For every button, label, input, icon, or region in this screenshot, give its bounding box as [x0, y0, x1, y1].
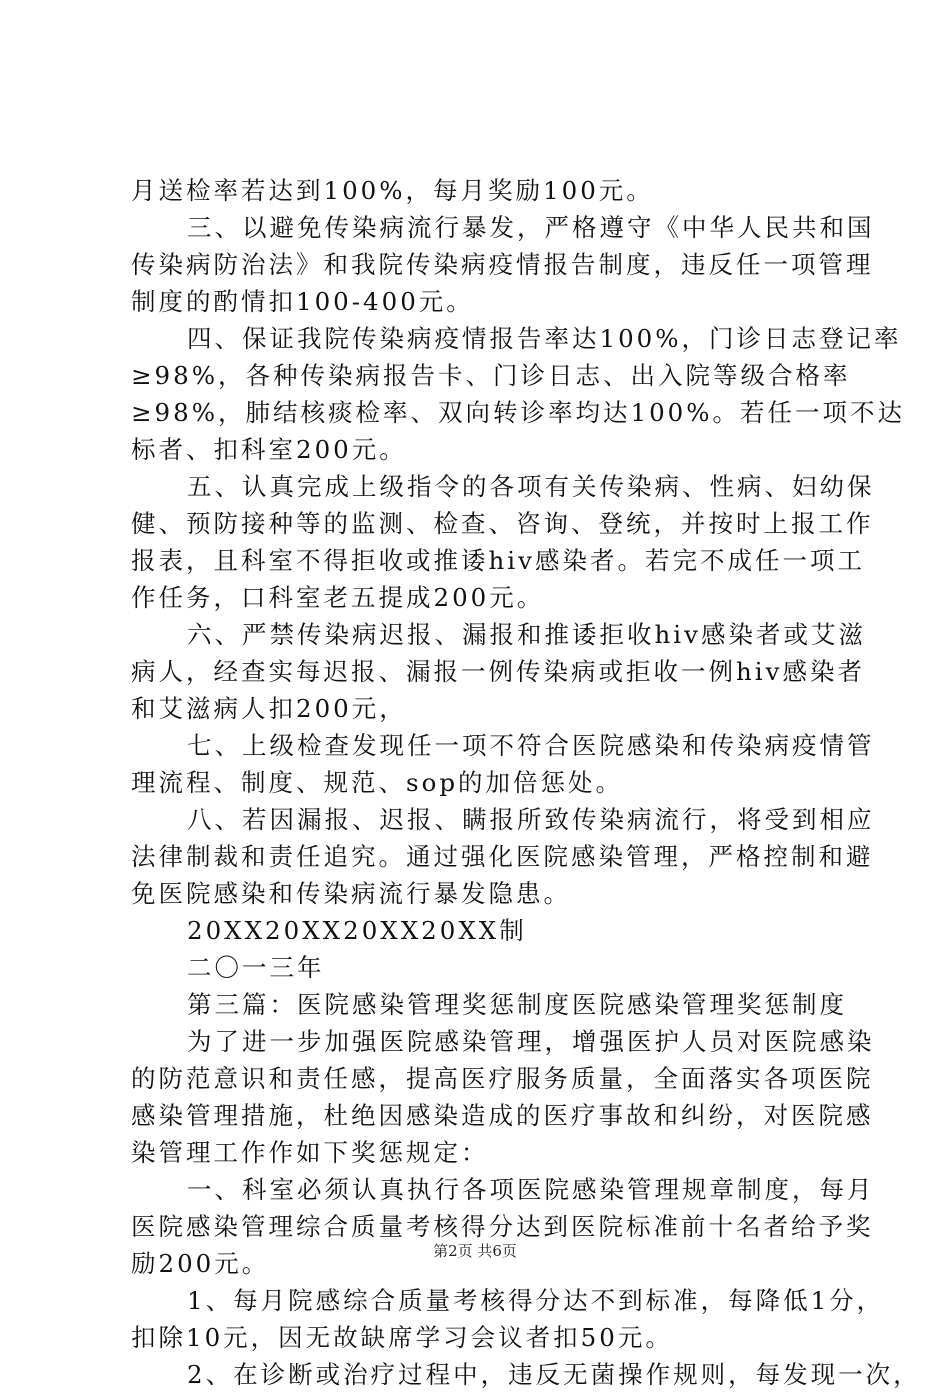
text-line: 免医院感染和传染病流行暴发隐患。: [131, 879, 571, 908]
text-line: 传染病防治法》和我院传染病疫情报告制度，违反任一项管理: [131, 250, 874, 279]
text-line: ≥98%，各种传染病报告卡、门诊日志、出入院等级合格率: [131, 361, 851, 390]
text-line: 病人，经查实每迟报、漏报一例传染病或拒收一例hiv感染者: [131, 657, 865, 686]
text-line: 理流程、制度、规范、sop的加倍惩处。: [131, 768, 624, 797]
text-line: 第三篇：医院感染管理奖惩制度医院感染管理奖惩制度: [187, 990, 847, 1019]
text-line: 制度的酌情扣100-400元。: [131, 287, 474, 316]
text-line: 七、上级检查发现任一项不符合医院感染和传染病疫情管: [187, 731, 875, 760]
text-line: 感染管理措施，杜绝因感染造成的医疗事故和纠纷，对医院感: [131, 1101, 874, 1130]
text-line: 励200元。: [131, 1249, 270, 1278]
text-line: 的防范意识和责任感，提高医疗服务质量，全面落实各项医院: [131, 1064, 874, 1093]
text-line: 2、在诊断或治疗过程中，违反无菌操作规则，每发现一次，: [187, 1360, 921, 1389]
text-line: 染管理工作作如下奖惩规定：: [131, 1138, 489, 1167]
text-line: 一、科室必须认真执行各项医院感染管理规章制度，每月: [187, 1175, 875, 1204]
text-line: 医院感染管理综合质量考核得分达到医院标准前十名者给予奖: [131, 1212, 874, 1241]
text-line: 八、若因漏报、迟报、瞒报所致传染病流行，将受到相应: [187, 805, 875, 834]
text-line: 为了进一步加强医院感染管理，增强医护人员对医院感染: [187, 1027, 875, 1056]
text-line: 二〇一三年: [187, 953, 325, 982]
text-line: 健、预防接种等的监测、检查、咨询、登统，并按时上报工作: [131, 509, 874, 538]
text-line: 月送检率若达到100%，每月奖励100元。: [131, 176, 654, 205]
text-line: 和艾滋病人扣200元，: [131, 694, 407, 723]
page-footer: 第2页 共6页: [433, 1242, 517, 1260]
text-line: 1、每月院感综合质量考核得分达不到标准，每降低1分，: [187, 1286, 885, 1315]
text-line: 标者、扣科室200元。: [131, 435, 407, 464]
text-line: 三、以避免传染病流行暴发，严格遵守《中华人民共和国: [187, 213, 875, 242]
text-line: 20XX20XX20XX20XX制: [187, 916, 527, 945]
document-body: [131, 172, 921, 1393]
text-line: 报表，且科室不得拒收或推诿hiv感染者。若完不成任一项工: [131, 546, 865, 575]
text-line: 五、认真完成上级指令的各项有关传染病、性病、妇幼保: [187, 472, 875, 501]
text-line: 法律制裁和责任追究。通过强化医院感染管理，严格控制和避: [131, 842, 874, 871]
text-line: 四、保证我院传染病疫情报告率达100%，门诊日志登记率: [187, 324, 902, 353]
text-line: 扣除10元，因无故缺席学习会议者扣50元。: [131, 1323, 673, 1352]
text-line: 作任务，口科室老五提成200元。: [131, 583, 545, 612]
text-line: 六、严禁传染病迟报、漏报和推诿拒收hiv感染者或艾滋: [187, 620, 866, 649]
text-line: ≥98%，肺结核痰检率、双向转诊率均达100%。若任一项不达: [131, 398, 906, 427]
